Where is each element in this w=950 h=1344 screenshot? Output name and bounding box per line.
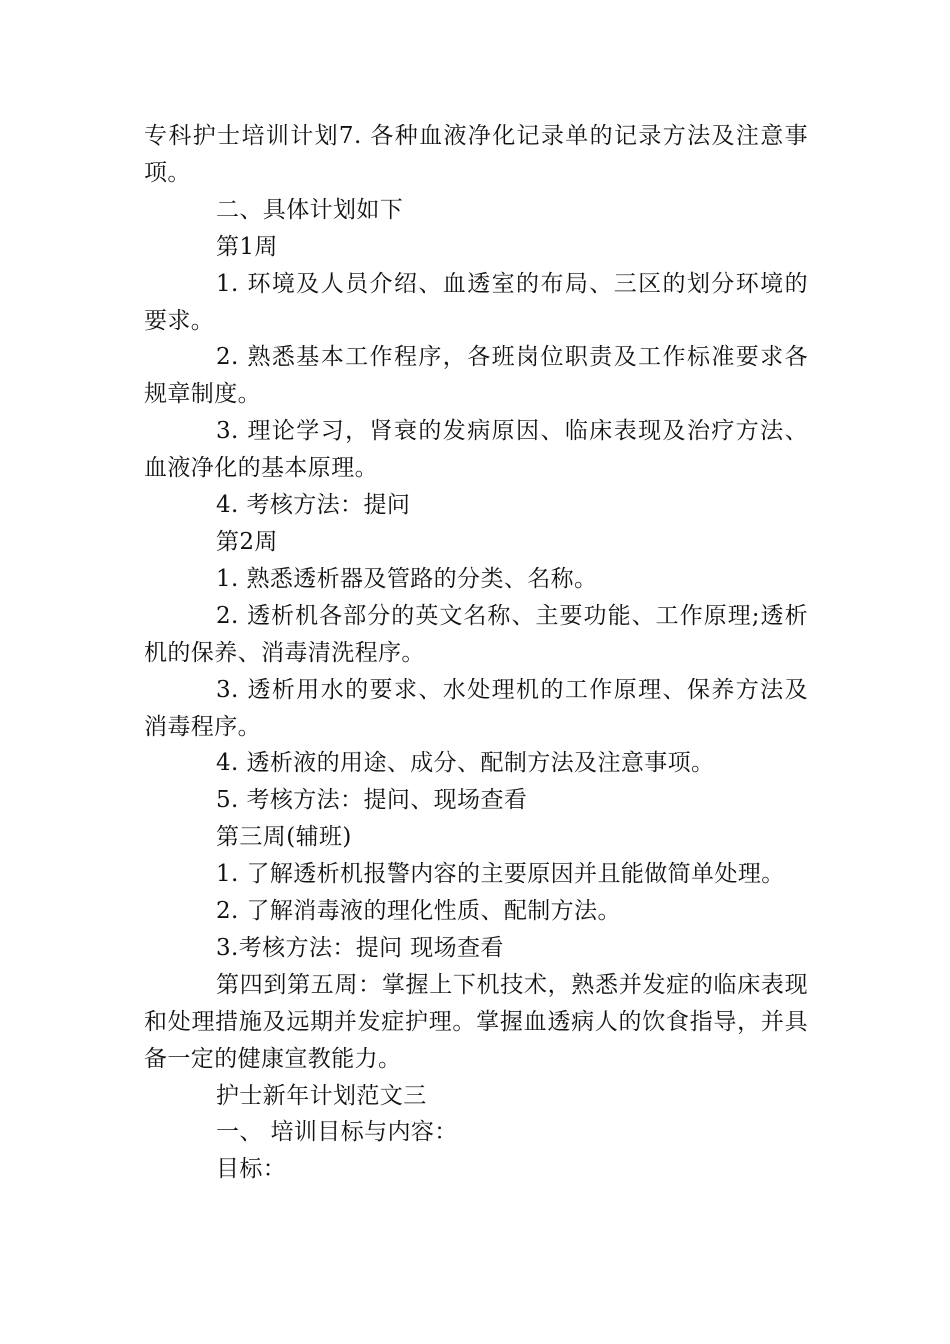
paragraph: 专科护士培训计划7. 各种血液净化记录单的记录方法及注意事项。 [144, 123, 808, 186]
section-title: 护士新年计划范文三 [216, 1082, 427, 1109]
list-item: 1. 了解透析机报警内容的主要原因并且能做简单处理。 [216, 861, 785, 888]
list-item: 3.考核方法：提问 现场查看 [216, 934, 504, 961]
list-item: 1. 环境及人员介绍、血透室的布局、三区的划分环境的要求。 [144, 270, 808, 334]
list-item: 2. 熟悉基本工作程序，各班岗位职责及工作标准要求各规章制度。 [144, 344, 808, 408]
section-heading: 一、 培训目标与内容： [216, 1119, 458, 1146]
list-item: 4. 考核方法：提问 [216, 492, 411, 519]
list-item: 2. 了解消毒液的理化性质、配制方法。 [216, 898, 621, 925]
document-body [144, 118, 808, 1188]
week-heading: 第1周 [216, 233, 278, 260]
list-item: 1. 熟悉透析器及管路的分类、名称。 [216, 565, 598, 592]
paragraph: 第四到第五周：掌握上下机技术，熟悉并发症的临床表现和处理措施及远期并发症护理。掌握血透病人的饮食指导，并具备一定的健康宣教能力。 [144, 971, 808, 1072]
list-item: 3. 透析用水的要求、水处理机的工作原理、保养方法及消毒程序。 [144, 676, 808, 740]
week-heading: 第2周 [216, 528, 278, 555]
paragraph: 目标： [216, 1156, 287, 1183]
list-item: 4. 透析液的用途、成分、配制方法及注意事项。 [216, 750, 715, 777]
list-item: 5. 考核方法：提问、现场查看 [216, 787, 528, 814]
list-item: 2. 透析机各部分的英文名称、主要功能、工作原理;透析机的保养、消毒清洗程序。 [144, 602, 808, 666]
section-heading: 二、具体计划如下 [216, 196, 404, 223]
list-item: 3. 理论学习，肾衰的发病原因、临床表现及治疗方法、血液净化的基本原理。 [144, 418, 808, 482]
week-heading: 第三周(辅班) [216, 824, 352, 851]
